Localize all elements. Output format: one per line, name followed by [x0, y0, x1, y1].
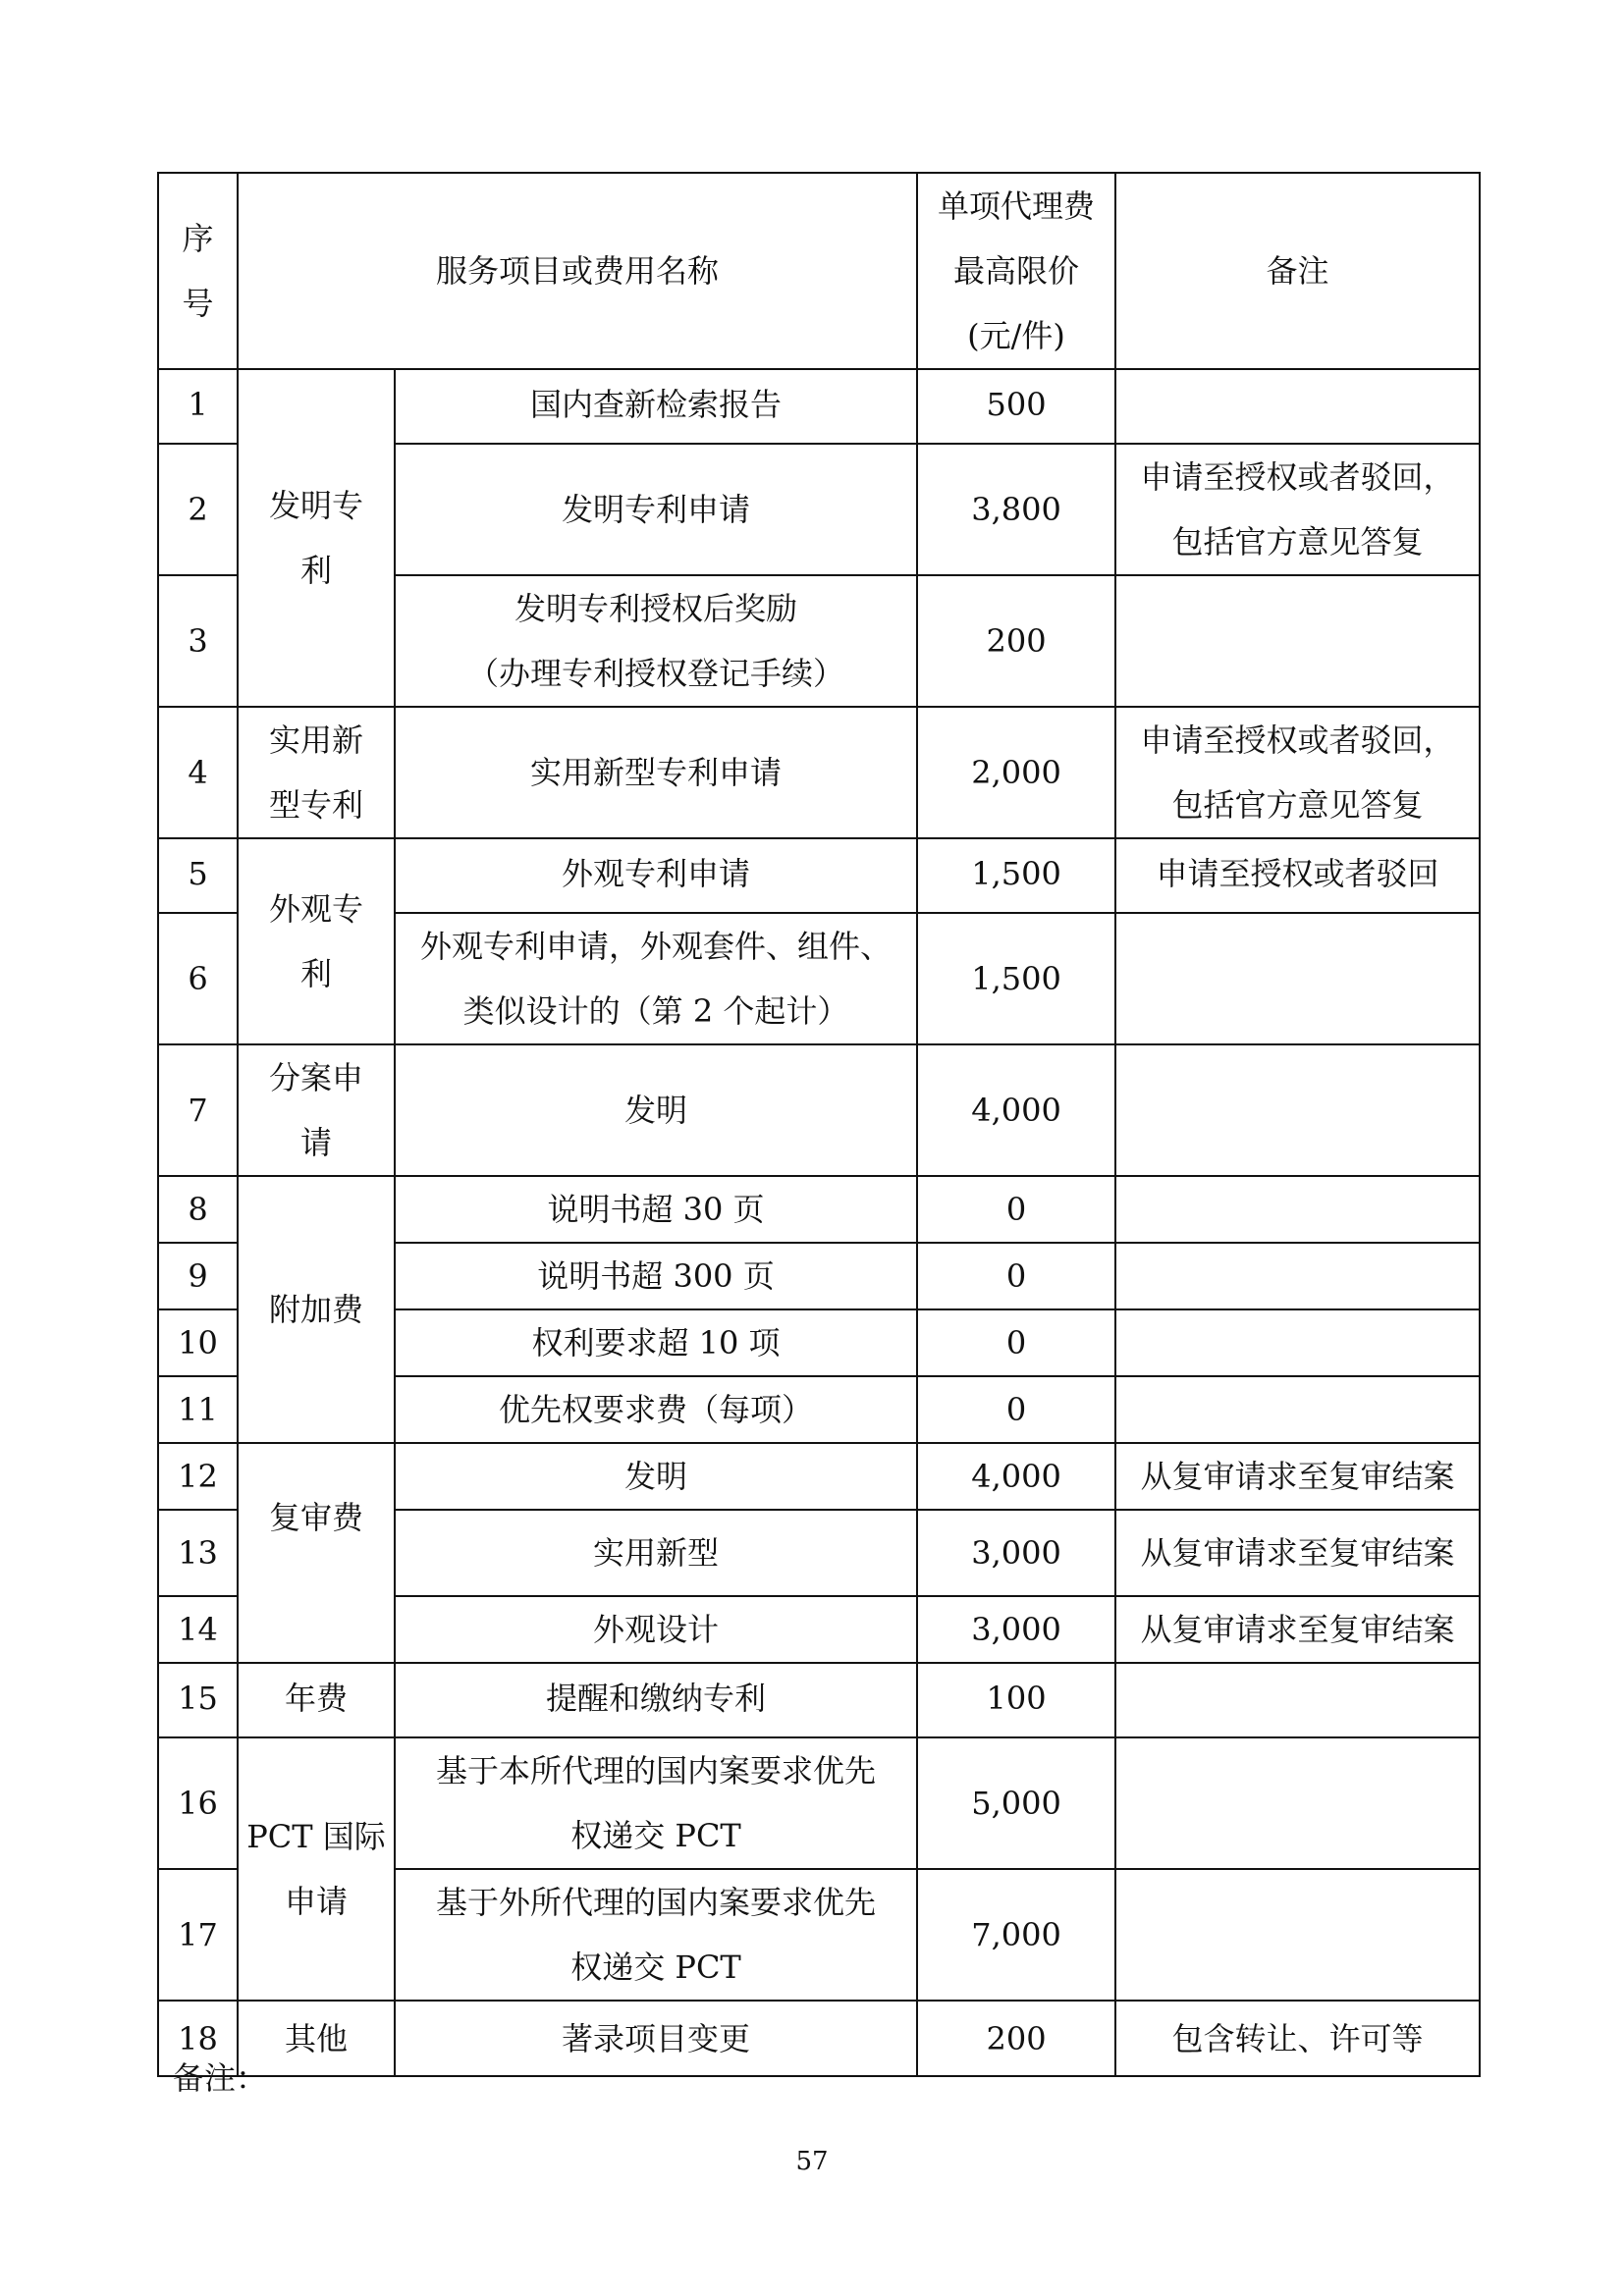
- row-item: 基于外所代理的国内案要求优先 权递交 PCT: [395, 1869, 917, 2001]
- row-item: 权利要求超 10 项: [395, 1309, 917, 1376]
- row-price: 1,500: [917, 913, 1115, 1044]
- table-row: [158, 1176, 1480, 1243]
- row-remark: 包含转让、许可等: [1115, 2001, 1480, 2076]
- note-label: 备注：: [173, 2059, 268, 2097]
- row-price: 200: [917, 575, 1115, 707]
- group-surcharge: 附加费: [238, 1176, 395, 1443]
- row-price: 5,000: [917, 1737, 1115, 1869]
- row-remark: [1115, 1176, 1480, 1243]
- row-price: 2,000: [917, 707, 1115, 838]
- row-seq: 3: [158, 575, 238, 707]
- table-row: [158, 1737, 1480, 1869]
- row-seq: 14: [158, 1596, 238, 1663]
- row-price: 0: [917, 1309, 1115, 1376]
- row-item: 基于本所代理的国内案要求优先 权递交 PCT: [395, 1737, 917, 1869]
- row-item: 外观专利申请: [395, 838, 917, 913]
- row-remark: 从复审请求至复审结案: [1115, 1596, 1480, 1663]
- row-price: 3,800: [917, 444, 1115, 575]
- row-seq: 12: [158, 1443, 238, 1510]
- row-price: 3,000: [917, 1596, 1115, 1663]
- row-remark: [1115, 1243, 1480, 1309]
- row-remark: 从复审请求至复审结案: [1115, 1510, 1480, 1596]
- row-remark: [1115, 1376, 1480, 1443]
- table-row: [158, 1443, 1480, 1510]
- row-remark: 申请至授权或者驳回， 包括官方意见答复: [1115, 444, 1480, 575]
- row-item: 说明书超 300 页: [395, 1243, 917, 1309]
- header-row: [158, 173, 1480, 369]
- row-seq: 4: [158, 707, 238, 838]
- row-seq: 17: [158, 1869, 238, 2001]
- table-row: [158, 838, 1480, 913]
- group-other: 其他: [238, 2001, 395, 2076]
- row-item: 外观专利申请，外观套件、组件、 类似设计的（第 2 个起计）: [395, 913, 917, 1044]
- row-item: 实用新型专利申请: [395, 707, 917, 838]
- row-item: 国内查新检索报告: [395, 369, 917, 444]
- page-number: 57: [795, 2147, 829, 2176]
- header-remark: 备注: [1115, 173, 1480, 369]
- row-price: 100: [917, 1663, 1115, 1737]
- row-remark: [1115, 1737, 1480, 1869]
- row-remark: [1115, 913, 1480, 1044]
- row-item: 提醒和缴纳专利: [395, 1663, 917, 1737]
- group-annual: 年费: [238, 1663, 395, 1737]
- row-seq: 15: [158, 1663, 238, 1737]
- table-row: [158, 1663, 1480, 1737]
- row-remark: [1115, 1044, 1480, 1176]
- fee-table: [157, 172, 1481, 2077]
- row-remark: 申请至授权或者驳回: [1115, 838, 1480, 913]
- row-seq: 6: [158, 913, 238, 1044]
- row-price: 3,000: [917, 1510, 1115, 1596]
- row-remark: [1115, 1663, 1480, 1737]
- row-item: 说明书超 30 页: [395, 1176, 917, 1243]
- group-divisional: 分案申 请: [238, 1044, 395, 1176]
- row-seq: 18: [158, 2001, 238, 2076]
- row-seq: 2: [158, 444, 238, 575]
- row-price: 0: [917, 1176, 1115, 1243]
- row-price: 200: [917, 2001, 1115, 2076]
- row-remark: 从复审请求至复审结案: [1115, 1443, 1480, 1510]
- header-service: 服务项目或费用名称: [238, 173, 917, 369]
- row-seq: 13: [158, 1510, 238, 1596]
- row-seq: 9: [158, 1243, 238, 1309]
- row-price: 4,000: [917, 1044, 1115, 1176]
- row-remark: [1115, 1309, 1480, 1376]
- row-price: 4,000: [917, 1443, 1115, 1510]
- row-seq: 11: [158, 1376, 238, 1443]
- row-seq: 1: [158, 369, 238, 444]
- table-row: [158, 1044, 1480, 1176]
- row-seq: 7: [158, 1044, 238, 1176]
- header-price: 单项代理费 最高限价 (元/件): [917, 173, 1115, 369]
- group-design: 外观专 利: [238, 838, 395, 1044]
- row-seq: 16: [158, 1737, 238, 1869]
- row-seq: 8: [158, 1176, 238, 1243]
- group-review: 复审费: [238, 1443, 395, 1663]
- table-row: [158, 2001, 1480, 2076]
- row-item: 发明: [395, 1443, 917, 1510]
- row-item: 发明专利申请: [395, 444, 917, 575]
- table-row: [158, 707, 1480, 838]
- row-seq: 5: [158, 838, 238, 913]
- group-utility: 实用新 型专利: [238, 707, 395, 838]
- row-seq: 10: [158, 1309, 238, 1376]
- table-row: [158, 369, 1480, 444]
- row-item: 著录项目变更: [395, 2001, 917, 2076]
- row-item: 发明专利授权后奖励 （办理专利授权登记手续）: [395, 575, 917, 707]
- group-pct: PCT 国际 申请: [238, 1737, 395, 2001]
- row-remark: [1115, 575, 1480, 707]
- row-price: 0: [917, 1243, 1115, 1309]
- row-remark: [1115, 1869, 1480, 2001]
- row-price: 7,000: [917, 1869, 1115, 2001]
- header-seq: 序 号: [158, 173, 238, 369]
- row-item: 外观设计: [395, 1596, 917, 1663]
- row-price: 1,500: [917, 838, 1115, 913]
- row-remark: 申请至授权或者驳回， 包括官方意见答复: [1115, 707, 1480, 838]
- row-item: 实用新型: [395, 1510, 917, 1596]
- row-remark: [1115, 369, 1480, 444]
- row-item: 优先权要求费（每项）: [395, 1376, 917, 1443]
- row-price: 0: [917, 1376, 1115, 1443]
- row-price: 500: [917, 369, 1115, 444]
- group-invention: 发明专 利: [238, 369, 395, 707]
- row-item: 发明: [395, 1044, 917, 1176]
